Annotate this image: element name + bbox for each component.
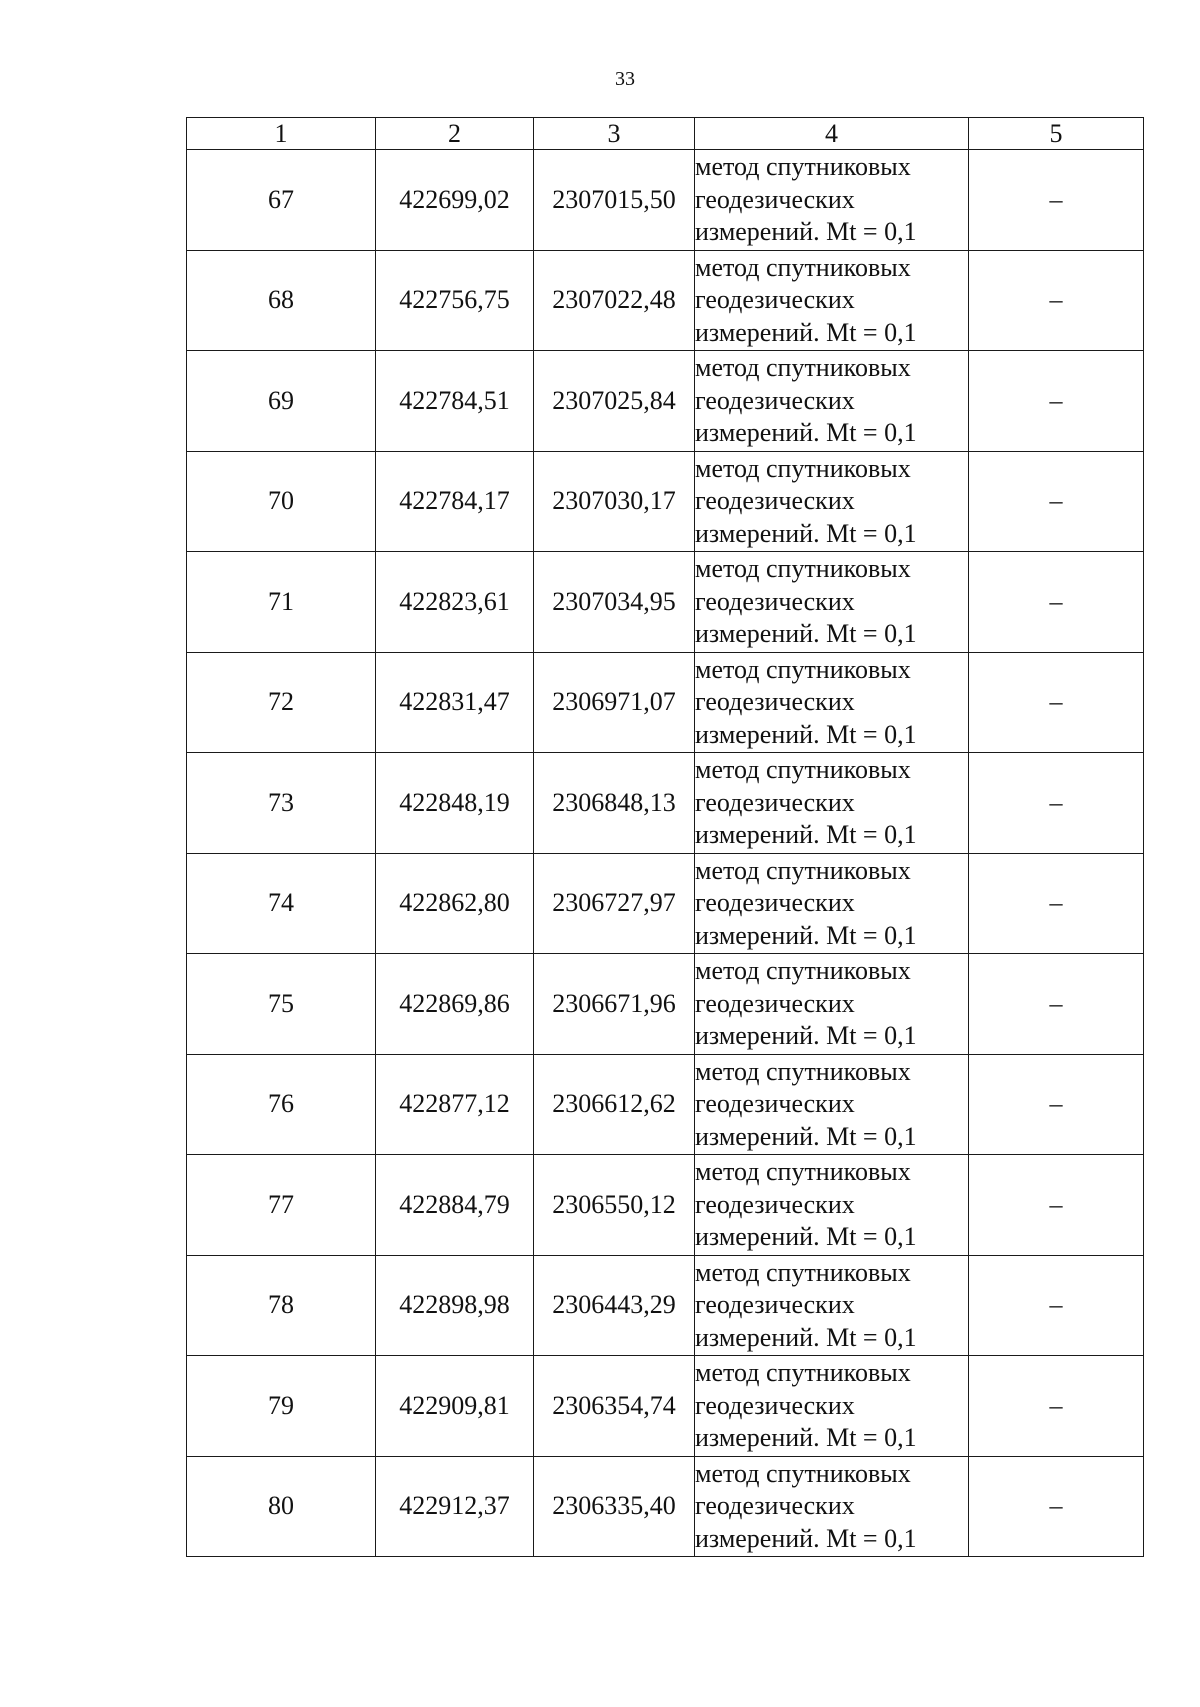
- method-line: измерений. Mt = 0,1: [695, 518, 917, 548]
- method-line: геодезических: [695, 1491, 855, 1520]
- x-coordinate-cell: 422912,37: [376, 1456, 534, 1557]
- y-coordinate-cell: 2306335,40: [534, 1456, 695, 1557]
- method-line: метод спутниковых: [695, 1056, 911, 1086]
- method-line: измерений. Mt = 0,1: [695, 1021, 917, 1050]
- method-cell: [695, 753, 969, 854]
- note-cell: –: [969, 552, 1144, 653]
- y-coordinate-cell: 2306671,96: [534, 954, 695, 1055]
- method-line: измерений. Mt = 0,1: [695, 418, 917, 447]
- x-coordinate-cell: 422884,79: [376, 1155, 534, 1256]
- x-coordinate-cell: 422831,47: [376, 652, 534, 753]
- x-coordinate-cell: 422898,98: [376, 1255, 534, 1356]
- method-line: геодезических: [695, 1089, 855, 1118]
- method-line: геодезических: [695, 486, 855, 515]
- method-line: геодезических: [695, 988, 855, 1018]
- method-line: метод спутниковых: [695, 755, 911, 784]
- note-cell: –: [969, 753, 1144, 854]
- x-coordinate-cell: 422869,86: [376, 954, 534, 1055]
- method-line: измерений. Mt = 0,1: [695, 1322, 917, 1352]
- method-cell: [695, 552, 969, 653]
- method-line: измерений. Mt = 0,1: [695, 820, 917, 849]
- note-cell: –: [969, 1155, 1144, 1256]
- y-coordinate-cell: 2306612,62: [534, 1054, 695, 1155]
- point-number-cell: 79: [187, 1356, 376, 1457]
- y-coordinate-cell: 2306354,74: [534, 1356, 695, 1457]
- method-line: геодезических: [695, 787, 855, 817]
- point-number-cell: 68: [187, 250, 376, 351]
- note-cell: –: [969, 451, 1144, 552]
- y-coordinate-cell: 2307034,95: [534, 552, 695, 653]
- coordinates-table: [186, 117, 1144, 1557]
- point-number-cell: 76: [187, 1054, 376, 1155]
- column-header: 2: [376, 118, 534, 150]
- method-cell: [695, 1356, 969, 1457]
- method-cell: [695, 954, 969, 1055]
- method-line: геодезических: [695, 687, 855, 716]
- method-line: метод спутниковых: [695, 956, 911, 985]
- y-coordinate-cell: 2306443,29: [534, 1255, 695, 1356]
- method-cell: [695, 853, 969, 954]
- point-number-cell: 77: [187, 1155, 376, 1256]
- method-line: измерений. Mt = 0,1: [695, 1121, 917, 1151]
- method-line: метод спутниковых: [695, 1157, 911, 1186]
- table-row: [187, 1054, 1144, 1155]
- method-line: измерений. Mt = 0,1: [695, 619, 917, 648]
- page-number: 33: [615, 68, 635, 90]
- point-number-cell: 67: [187, 150, 376, 251]
- column-header: 3: [534, 118, 695, 150]
- method-line: измерений. Mt = 0,1: [695, 719, 917, 749]
- point-number-cell: 70: [187, 451, 376, 552]
- method-line: метод спутниковых: [695, 453, 911, 483]
- column-header: 1: [187, 118, 376, 150]
- method-cell: [695, 1456, 969, 1557]
- note-cell: –: [969, 351, 1144, 452]
- note-cell: –: [969, 150, 1144, 251]
- table-row: [187, 351, 1144, 452]
- table-row: [187, 150, 1144, 251]
- method-cell: [695, 652, 969, 753]
- method-line: измерений. Mt = 0,1: [695, 1222, 917, 1251]
- table-row: [187, 552, 1144, 653]
- point-number-cell: 71: [187, 552, 376, 653]
- note-cell: –: [969, 1456, 1144, 1557]
- method-line: метод спутниковых: [695, 855, 911, 885]
- note-cell: –: [969, 250, 1144, 351]
- y-coordinate-cell: 2306727,97: [534, 853, 695, 954]
- x-coordinate-cell: 422784,17: [376, 451, 534, 552]
- method-line: геодезических: [695, 888, 855, 917]
- method-line: геодезических: [695, 1189, 855, 1219]
- table-row: [187, 853, 1144, 954]
- x-coordinate-cell: 422862,80: [376, 853, 534, 954]
- note-cell: –: [969, 853, 1144, 954]
- method-line: измерений. Mt = 0,1: [695, 217, 917, 246]
- note-cell: –: [969, 1356, 1144, 1457]
- method-line: геодезических: [695, 1390, 855, 1420]
- x-coordinate-cell: 422848,19: [376, 753, 534, 854]
- table-row: [187, 1255, 1144, 1356]
- method-cell: [695, 1054, 969, 1155]
- method-line: измерений. Mt = 0,1: [695, 920, 917, 950]
- y-coordinate-cell: 2306550,12: [534, 1155, 695, 1256]
- x-coordinate-cell: 422699,02: [376, 150, 534, 251]
- method-cell: [695, 351, 969, 452]
- column-header: 4: [695, 118, 969, 150]
- method-line: метод спутниковых: [695, 1257, 911, 1287]
- method-line: метод спутниковых: [695, 1458, 911, 1488]
- point-number-cell: 75: [187, 954, 376, 1055]
- y-coordinate-cell: 2306848,13: [534, 753, 695, 854]
- point-number-cell: 72: [187, 652, 376, 753]
- method-line: измерений. Mt = 0,1: [695, 1423, 917, 1452]
- table-row: [187, 652, 1144, 753]
- point-number-cell: 78: [187, 1255, 376, 1356]
- method-line: геодезических: [695, 586, 855, 616]
- method-line: геодезических: [695, 285, 855, 314]
- x-coordinate-cell: 422909,81: [376, 1356, 534, 1457]
- table-row: [187, 753, 1144, 854]
- note-cell: –: [969, 1054, 1144, 1155]
- y-coordinate-cell: 2307030,17: [534, 451, 695, 552]
- method-line: метод спутниковых: [695, 252, 911, 282]
- method-line: метод спутниковых: [695, 654, 911, 684]
- method-cell: [695, 1255, 969, 1356]
- column-header: 5: [969, 118, 1144, 150]
- method-line: метод спутниковых: [695, 1358, 911, 1387]
- point-number-cell: 73: [187, 753, 376, 854]
- x-coordinate-cell: 422877,12: [376, 1054, 534, 1155]
- x-coordinate-cell: 422756,75: [376, 250, 534, 351]
- method-cell: [695, 1155, 969, 1256]
- y-coordinate-cell: 2306971,07: [534, 652, 695, 753]
- method-line: геодезических: [695, 184, 855, 214]
- y-coordinate-cell: 2307022,48: [534, 250, 695, 351]
- method-cell: [695, 451, 969, 552]
- method-line: метод спутниковых: [695, 554, 911, 583]
- x-coordinate-cell: 422823,61: [376, 552, 534, 653]
- y-coordinate-cell: 2307025,84: [534, 351, 695, 452]
- method-line: метод спутниковых: [695, 152, 911, 181]
- note-cell: –: [969, 652, 1144, 753]
- table-row: [187, 954, 1144, 1055]
- table-header-row: [187, 118, 1144, 150]
- method-line: геодезических: [695, 1290, 855, 1319]
- method-line: геодезических: [695, 385, 855, 415]
- note-cell: –: [969, 954, 1144, 1055]
- y-coordinate-cell: 2307015,50: [534, 150, 695, 251]
- table-row: [187, 1356, 1144, 1457]
- point-number-cell: 69: [187, 351, 376, 452]
- method-line: метод спутниковых: [695, 353, 911, 382]
- method-line: измерений. Mt = 0,1: [695, 1523, 917, 1553]
- table-row: [187, 1155, 1144, 1256]
- table-row: [187, 1456, 1144, 1557]
- point-number-cell: 74: [187, 853, 376, 954]
- table-row: [187, 250, 1144, 351]
- note-cell: –: [969, 1255, 1144, 1356]
- table-row: [187, 451, 1144, 552]
- method-cell: [695, 250, 969, 351]
- method-line: измерений. Mt = 0,1: [695, 317, 917, 347]
- x-coordinate-cell: 422784,51: [376, 351, 534, 452]
- point-number-cell: 80: [187, 1456, 376, 1557]
- method-cell: [695, 150, 969, 251]
